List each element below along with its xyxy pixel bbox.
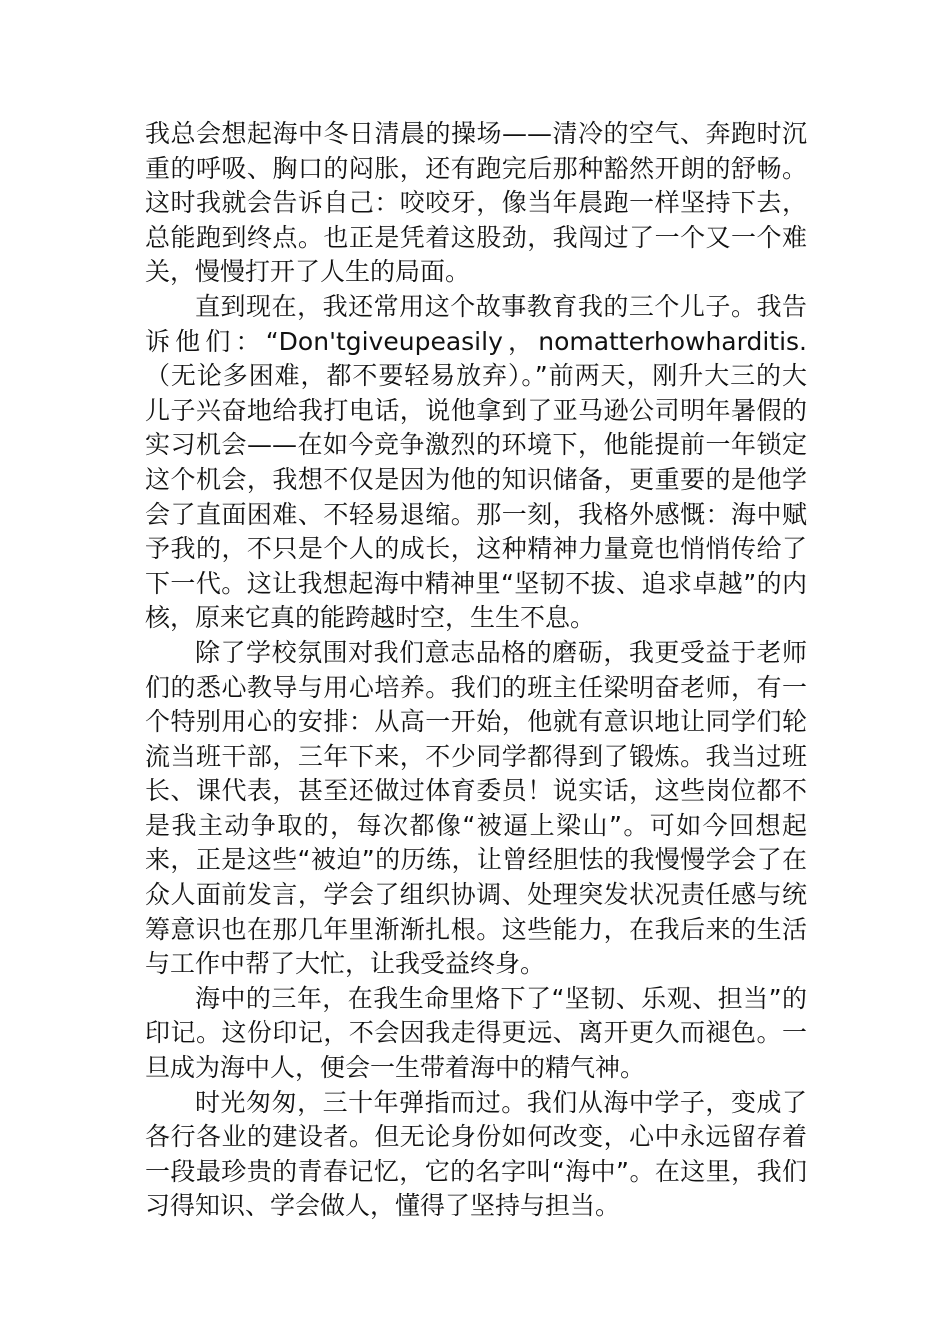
paragraph-3: 除了学校氛围对我们意志品格的磨砺，我更受益于老师们的悉心教导与用心培养。我们的班主任梁明奋老师，有一个特别用心的安排：从高一开始，他就有意识地让同学们轮流当班干部，三年下来，不少同学都得到了锻炼。我当过班长、课代表，甚至还做过体育委员！说实话，这些岗位都不是我主动争取的，每次都像“被逼上梁山”。可如今回想起来，正是这些“被迫”的历练，让曾经胆怯的我慢慢学会了在众人面前发言，学会了组织协调、处理突发状况责任感与统筹意识也在那几年里渐渐扎根。这些能力，在我后来的生活与工作中帮了大忙，让我受益终身。: [145, 637, 807, 979]
paragraph-5: 时光匆匆，三十年弹指而过。我们从海中学子，变成了各行各业的建设者。但无论身份如何改变，心中永远留存着一段最珍贵的青春记忆，它的名字叫“海中”。在这里，我们习得知识、学会做人，懂得了坚持与担当。: [145, 1087, 807, 1221]
paragraph-1: 我总会想起海中冬日清晨的操场——清冷的空气、奔跑时沉重的呼吸、胸口的闷胀，还有跑完后那种豁然开朗的舒畅。这时我就会告诉自己：咬咬牙，像当年晨跑一样坚持下去，总能跑到终点。也正是凭着这股劲，我闯过了一个又一个难关，慢慢打开了人生的局面。: [145, 119, 807, 287]
article-body: [145, 117, 807, 1224]
paragraph-4: 海中的三年，在我生命里烙下了“坚韧、乐观、担当”的印记。这份印记，不会因我走得更远、离开更久而褪色。一旦成为海中人，便会一生带着海中的精气神。: [145, 983, 807, 1083]
paragraph-2: 直到现在，我还常用这个故事教育我的三个儿子。我告诉他们：“Don'tgiveupeasily，nomatterhowharditis.（无论多困难，都不要轻易放弃）。”前两天，刚升大三的大儿子兴奋地给我打电话，说他拿到了亚马逊公司明年暑假的实习机会——在如今竞争激烈的环境下，他能提前一年锁定这个机会，我想不仅是因为他的知识储备，更重要的是他学会了直面困难、不轻易退缩。那一刻，我格外感慨：海中赋予我的，不只是个人的成长，这种精神力量竟也悄悄传给了下一代。这让我想起海中精神里“坚韧不拔、追求卓越”的内核，原来它真的能跨越时空，生生不息。: [145, 291, 807, 633]
